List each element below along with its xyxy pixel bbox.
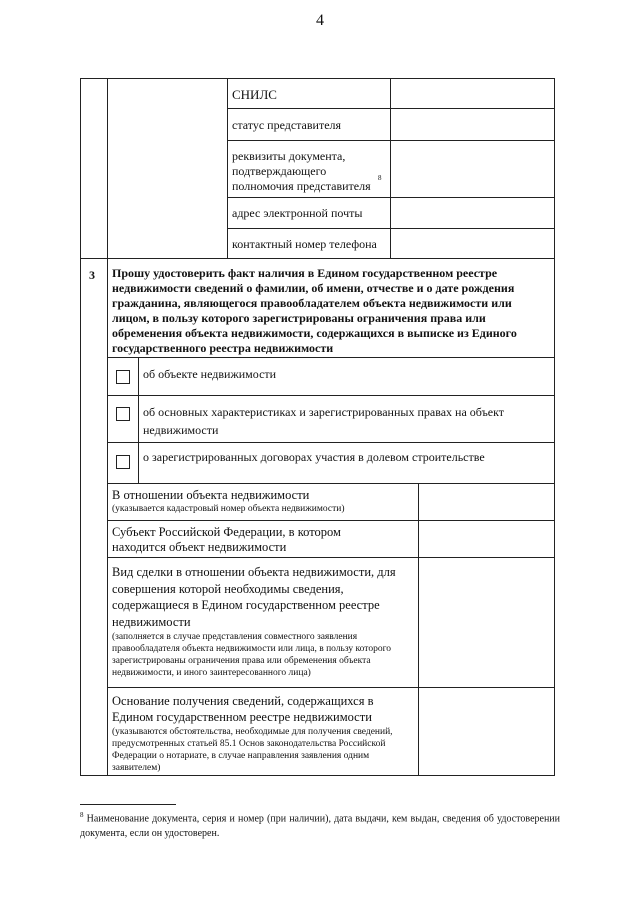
option-label: об основных характеристиках и зарегистрированных правах на объект недвижимости [143, 405, 505, 437]
email-label: адрес электронной почты [232, 206, 363, 220]
status-value[interactable] [390, 108, 555, 141]
option-cell [138, 357, 555, 396]
section-heading: Прошу удостоверить факт наличия в Едином государственном реестре недвижимости сведений о фамилии, об имени, отчестве и о дате рождения гражданина, являющегося правообладателем объекта недвижимости или лицом, в пользу которого зарегистрированы ограничения права или обременения объекта недвижимости, содержащихся в выписке из Единого государственного реестра недвижимости [112, 266, 517, 355]
field-label: Вид сделки в отношении объекта недвижимости, для совершения которой необходимы сведения, содержащиеся в Едином государственном реестре недвижимости [112, 565, 396, 629]
checkbox-contracts[interactable] [116, 455, 130, 469]
section-number-cell [80, 258, 108, 776]
snils-value[interactable] [390, 78, 555, 109]
phone-value[interactable] [390, 228, 555, 259]
field-note: (указываются обстоятельства, необходимые для получения сведений, предусмотренных статьей 85.1 Основ законодательства Российской Федерации о нотариате, в случае направления заявления одним заявителем) [112, 727, 393, 773]
cadastral-number-value[interactable] [418, 483, 555, 521]
phone-label-cell [227, 228, 391, 259]
phone-label: контактный номер телефона [232, 237, 377, 251]
status-label-cell [227, 108, 391, 141]
empty-cell [107, 78, 228, 259]
document-label: реквизиты документа, подтверждающего полномочия представителя [232, 149, 371, 193]
field-label-cell [107, 483, 419, 521]
field-label: Основание получения сведений, содержащихся в Едином государственном реестре недвижимости [112, 694, 374, 724]
checkbox-cell [107, 357, 139, 396]
option-label: о зарегистрированных договорах участия в долевом строительстве [143, 450, 485, 464]
field-label-cell [107, 557, 419, 688]
section-heading-cell [107, 258, 555, 358]
document-label-cell [227, 140, 391, 198]
field-note: (указывается кадастровый номер объекта недвижимости) [112, 504, 345, 514]
field-label: В отношении объекта недвижимости [112, 488, 310, 502]
number-cell [80, 78, 108, 259]
field-note: (заполняется в случае представления совместного заявления правообладателя объекта недвижимости или лица, в пользу которого зарегистрированы ограничения права или обременения объекта недвижимости, и иного заинтересованного лица) [112, 632, 391, 678]
footnote-divider [80, 804, 176, 805]
status-label: статус представителя [232, 118, 342, 132]
region-value[interactable] [418, 520, 555, 558]
snils-label: СНИЛС [232, 87, 277, 102]
footnote-text: Наименование документа, серия и номер (при наличии), дата выдачи, кем выдан, сведения об удостоверении документа, если он удостоверен. [80, 813, 561, 840]
basis-value[interactable] [418, 687, 555, 776]
snils-label-cell [227, 78, 391, 109]
checkbox-cell [107, 395, 139, 443]
option-cell [138, 395, 555, 443]
document-value[interactable] [390, 140, 555, 198]
deal-type-value[interactable] [418, 557, 555, 688]
footnote-ref: 8 [378, 174, 382, 182]
footnote-marker: 8 [80, 811, 84, 819]
page-number: 4 [316, 12, 324, 29]
field-label-cell [107, 687, 419, 776]
checkbox-characteristics[interactable] [116, 407, 130, 421]
field-label-cell [107, 520, 419, 558]
section-number: 3 [89, 268, 95, 282]
checkbox-cell [107, 442, 139, 484]
field-label: Субъект Российской Федерации, в котором находится объект недвижимости [112, 525, 341, 554]
email-value[interactable] [390, 197, 555, 229]
option-cell [138, 442, 555, 484]
option-label: об объекте недвижимости [143, 367, 277, 381]
checkbox-object[interactable] [116, 370, 130, 384]
footnote [80, 808, 560, 841]
email-label-cell [227, 197, 391, 229]
